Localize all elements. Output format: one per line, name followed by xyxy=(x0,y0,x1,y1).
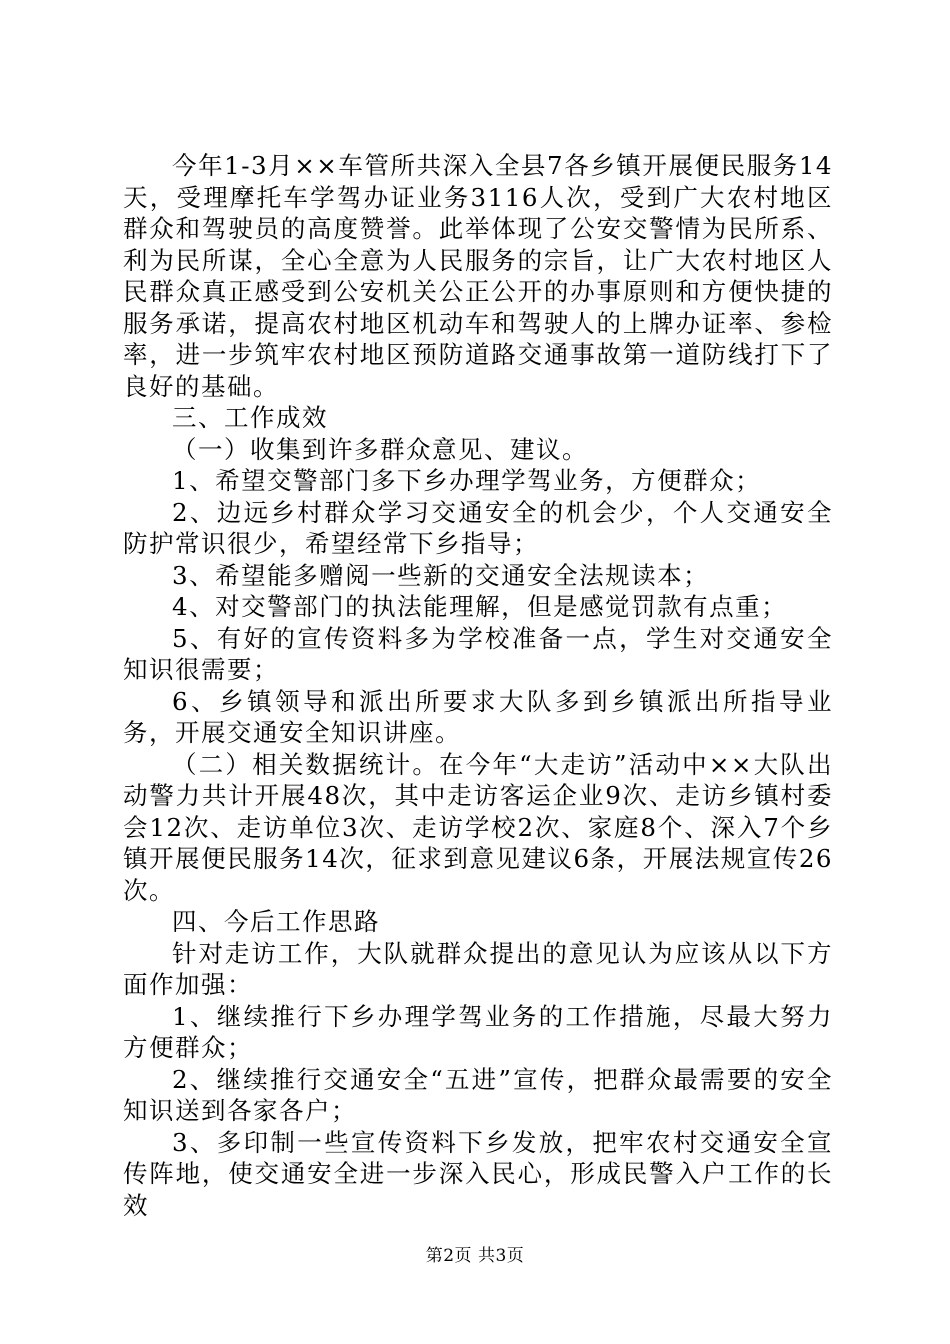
list-item-1: 1、希望交警部门多下乡办理学驾业务，方便群众； xyxy=(172,466,762,495)
section-heading-results: 三、工作成效 xyxy=(172,403,328,432)
list-item-4: 4、对交警部门的执法能理解，但是感觉罚款有点重； xyxy=(172,592,788,621)
list-item-2: 2、边远乡村群众学习交通安全的机会少，个人交通安全防护常识很少，希望经常下乡指导； xyxy=(123,497,833,558)
list-item-6: 6、乡镇领导和派出所要求大队多到乡镇派出所指导业务，开展交通安全知识讲座。 xyxy=(123,686,833,747)
list-item-3: 3、希望能多赠阅一些新的交通安全法规读本； xyxy=(172,560,710,590)
paragraph-plans-intro: 针对走访工作，大队就群众提出的意见认为应该从以下方面作加强： xyxy=(123,938,833,999)
plan-item-1: 1、继续推行下乡办理学驾业务的工作措施，尽最大努力方便群众； xyxy=(123,1001,833,1062)
page-number-label: 第2页 共3页 xyxy=(425,1246,525,1266)
subheading-opinions: （一）收集到许多群众意见、建议。 xyxy=(172,434,588,464)
section-heading-plans: 四、今后工作思路 xyxy=(172,907,380,936)
list-item-5: 5、有好的宣传资料多为学校准备一点，学生对交通安全知识很需要； xyxy=(123,623,833,684)
plan-item-3: 3、多印制一些宣传资料下乡发放，把牢农村交通安全宣传阵地，使交通安全进一步深入民心，形成民警入户工作的长效 xyxy=(123,1127,833,1220)
paragraph-statistics: （二）相关数据统计。在今年“大走访”活动中××大队出动警力共计开展48次，其中走访客运企业9次、走访乡镇村委会12次、走访单位3次、走访学校2次、家庭8个、深入7个乡镇开展便民服务14次，征求到意见建议6条，开展法规宣传26次。 xyxy=(123,749,833,905)
document-body xyxy=(123,150,833,1221)
plan-item-2: 2、继续推行交通安全“五进”宣传，把群众最需要的安全知识送到各家各户； xyxy=(123,1064,833,1125)
page-footer xyxy=(0,1241,950,1266)
paragraph-intro: 今年1-3月××车管所共深入全县7各乡镇开展便民服务14天，受理摩托车学驾办证业务3116人次，受到广大农村地区群众和驾驶员的高度赞誉。此举体现了公安交警情为民所系、利为民所谋，全心全意为人民服务的宗旨，让广大农村地区人民群众真正感受到公安机关公正公开的办事原则和方便快捷的服务承诺，提高农村地区机动车和驾驶人的上牌办证率、参检率，进一步筑牢农村地区预防道路交通事故第一道防线打下了良好的基础。 xyxy=(123,151,833,401)
